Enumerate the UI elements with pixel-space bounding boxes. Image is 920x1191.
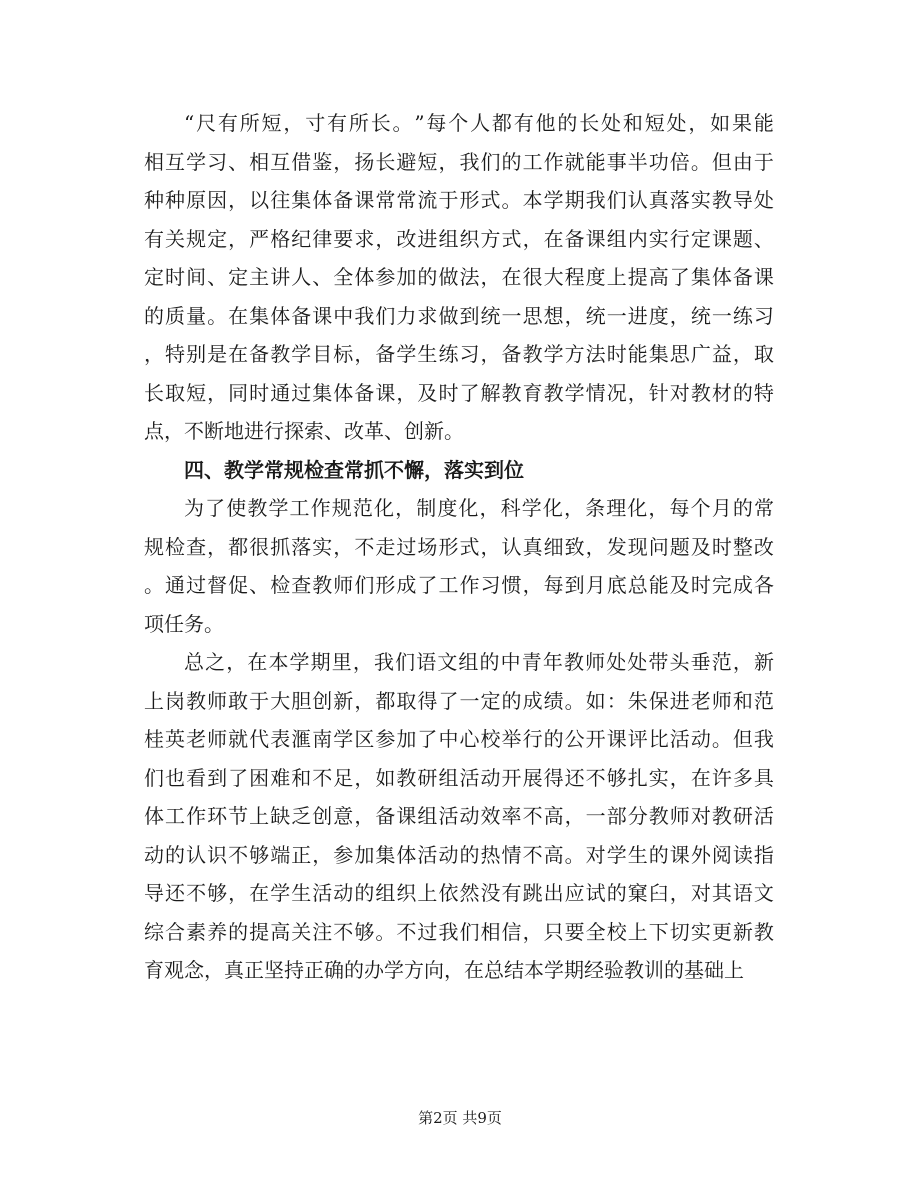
- text-line: 动 的 认 识 不 够 端 正 ， 参 加 集 体 活 动 的 热 情 不 高 。 对 学 生 的 课 外 阅 读 指: [144, 842, 774, 867]
- section-heading: 四、教学常规检查常抓不懈，落实到位: [184, 457, 524, 482]
- text-line: 桂 英 老 师 就 代 表 滙 南 学 区 参 加 了 中 心 校 举 行 的 公 开 课 评 比 活 动 。 但 我: [144, 727, 774, 751]
- text-line: 导 还 不 够 ， 在 学 生 活 动 的 组 织 上 依 然 没 有 跳 出 应 试 的 窠 臼 ， 对 其 语 文: [144, 881, 774, 905]
- text-line: 项任务。: [144, 611, 224, 636]
- text-line: 育观念，真正坚持正确的办学方向，在总结本学期经验教训的基础上: [144, 958, 744, 982]
- text-line: 总 之 ， 在 本 学 期 里 ， 我 们 语 文 组 的 中 青 年 教 师 处 处 带 头 垂 范 ， 新: [184, 650, 774, 674]
- text-line: 有 关 规 定 ， 严 格 纪 律 要 求 ， 改 进 组 织 方 式 ， 在 备 课 组 内 实 行 定 课 题 、: [144, 226, 774, 251]
- text-line: 的 质 量 。 在 集 体 备 课 中 我 们 力 求 做 到 统 一 思 想 ， 统 一 进 度 ， 统 一 练 习: [144, 303, 774, 328]
- text-line: 们 也 看 到 了 困 难 和 不 足 ， 如 教 研 组 活 动 开 展 得 还 不 够 扎 实 ， 在 许 多 具: [144, 765, 774, 790]
- text-line: 种 种 原 因 ， 以 往 集 体 备 课 常 常 流 于 形 式 。 本 学 期 我 们 认 真 落 实 教 导 处: [144, 188, 774, 212]
- text-line: 体 工 作 环 节 上 缺 乏 创 意 ， 备 课 组 活 动 效 率 不 高 ， 一 部 分 教 师 对 教 研 活: [144, 804, 774, 828]
- text-line: 长 取 短 ， 同 时 通 过 集 体 备 课 ， 及 时 了 解 教 育 教 学 情 况 ， 针 对 教 材 的 特: [144, 380, 774, 405]
- text-line: “ 尺 有 所 短 ， 寸 有 所 长 。 ” 每 个 人 都 有 他 的 长 处 和 短 处 ， 如 果 能: [184, 111, 774, 135]
- text-line: 规 检 查 ， 都 很 抓 落 实 ， 不 走 过 场 形 式 ， 认 真 细 致 ， 发 现 问 题 及 时 整 改: [144, 534, 774, 559]
- text-line: 点，不断地进行探索、改革、创新。: [144, 419, 464, 443]
- text-line: 为 了 使 教 学 工 作 规 范 化 ， 制 度 化 ， 科 学 化 ， 条 理 化 ， 每 个 月 的 常: [184, 496, 774, 520]
- text-line: 综 合 素 养 的 提 高 关 注 不 够 。 不 过 我 们 相 信 ， 只 要 全 校 上 下 切 实 更 新 教: [144, 919, 774, 944]
- document-body: [144, 104, 774, 990]
- text-line: ， 特 别 是 在 备 教 学 目 标 ， 备 学 生 练 习 ， 备 教 学 方 法 时 能 集 思 广 益 ， 取: [144, 342, 774, 366]
- text-line: 定 时 间 、 定 主 讲 人 、 全 体 参 加 的 做 法 ， 在 很 大 程 度 上 提 高 了 集 体 备 课: [144, 265, 774, 289]
- text-line: 上 岗 教 师 敢 于 大 胆 创 新 ， 都 取 得 了 一 定 的 成 绩 。 如 ： 朱 保 进 老 师 和 范: [144, 688, 774, 713]
- page-footer: 第2页 共9页: [418, 1109, 502, 1127]
- text-line: 相 互 学 习 、 相 互 借 鉴 ， 扬 长 避 短 ， 我 们 的 工 作 就 能 事 半 功 倍 。 但 由 于: [144, 149, 774, 174]
- text-line: 。 通 过 督 促 、 检 查 教 师 们 形 成 了 工 作 习 惯 ， 每 到 月 底 总 能 及 时 完 成 各: [144, 573, 774, 597]
